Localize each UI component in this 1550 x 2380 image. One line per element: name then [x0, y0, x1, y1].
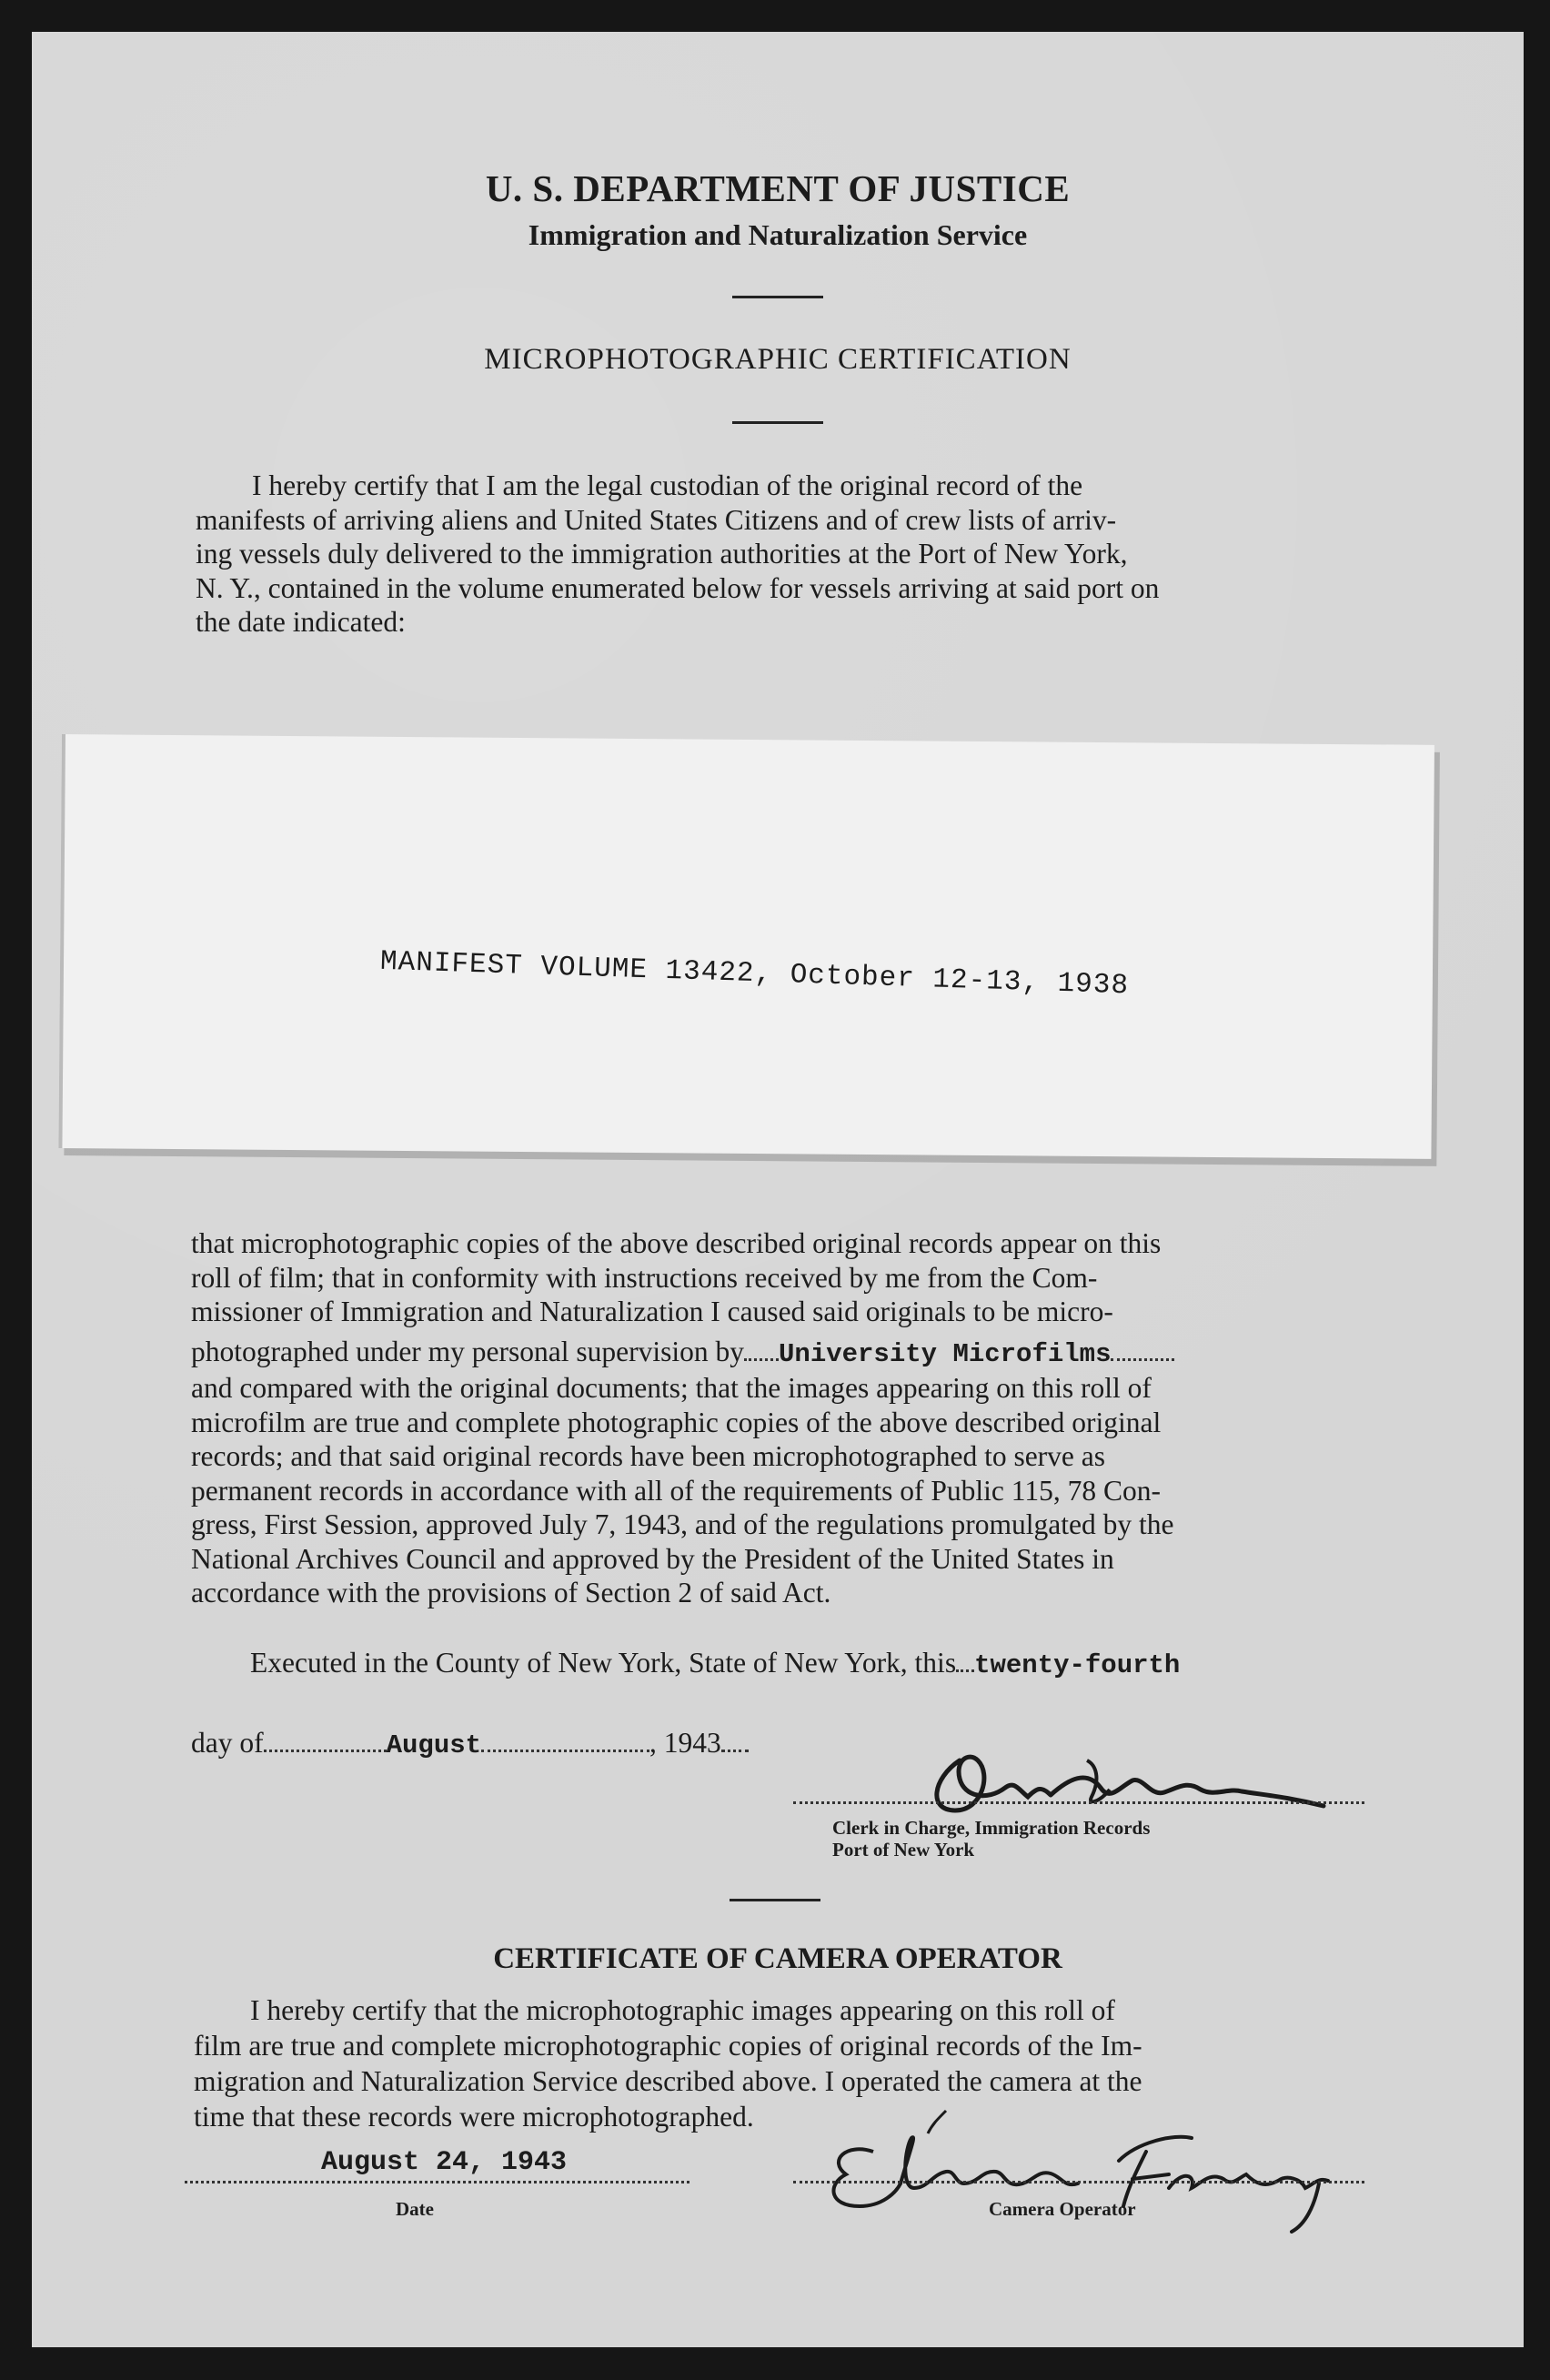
manifest-slip [58, 734, 1434, 1159]
paragraph-line: roll of film; that in conformity with instructions received by me from the Com- [191, 1261, 1098, 1294]
paragraph-line: missioner of Immigration and Naturalization I caused said originals to be micro- [191, 1296, 1113, 1327]
paragraph-line: migration and Naturalization Service described above. I operated the camera at the [194, 2065, 1142, 2097]
paragraph-line: I hereby certify that I am the legal custodian of the original record of the [252, 469, 1083, 501]
dotted-leader [956, 1669, 974, 1672]
paragraph-line: ing vessels duly delivered to the immigration authorities at the Port of New York, [196, 538, 1128, 570]
paragraph-line: records; and that said original records have been microphotographed to serve as [191, 1440, 1106, 1472]
supervision-line [191, 1335, 1397, 1372]
dotted-leader [744, 1358, 779, 1361]
paragraph-line: permanent records in accordance with all of the requirements of Public 115, 78 Con- [191, 1474, 1161, 1507]
paragraph-line: that microphotographic copies of the above described original records appear on this [191, 1227, 1162, 1259]
certification-heading: MICROPHOTOGRAPHIC CERTIFICATION [484, 343, 1072, 376]
clerk-signature-line [793, 1801, 1364, 1804]
clerk-title-line: Clerk in Charge, Immigration Records [832, 1817, 1151, 1839]
execution-day: twenty-fourth [974, 1650, 1181, 1680]
year-prefix: 194 [663, 1727, 708, 1759]
body-paragraph [191, 1226, 1397, 1610]
paragraph-line: and compared with the original documents; that the images appearing on this roll of [191, 1372, 1152, 1404]
paragraph-line: film are true and complete microphotographic copies of original records of the Im- [194, 2030, 1142, 2062]
divider-rule [732, 296, 823, 298]
paragraph-line: I hereby certify that the microphotographic images appearing on this roll of [250, 1994, 1115, 2026]
paragraph-line: National Archives Council and approved by the President of the United States in [191, 1542, 1114, 1575]
paragraph-line: time that these records were microphotographed. [194, 2101, 754, 2133]
year-digit: 3 [707, 1727, 721, 1759]
date-label: Date [396, 2198, 434, 2220]
execution-line [250, 1647, 1180, 1680]
day-of-label: day of [191, 1727, 264, 1759]
dotted-leader [481, 1750, 649, 1752]
paragraph-line: manifests of arriving aliens and United States Citizens and of crew lists of arriv- [196, 503, 1117, 536]
month-line: day of August , 1943 [191, 1727, 749, 1760]
clerk-title-line: Port of New York [832, 1839, 975, 1861]
paragraph-line: accordance with the provisions of Section 2 of said Act. [191, 1577, 831, 1609]
clerk-title [832, 1817, 1150, 1861]
execution-month: August [386, 1730, 482, 1760]
supervisor-value: University Microfilms [779, 1338, 1112, 1369]
camera-operator-label: Camera Operator [989, 2198, 1136, 2220]
paragraph-line: microfilm are true and complete photographic copies of the above described original [191, 1406, 1162, 1438]
camera-date-value: August 24, 1943 [321, 2147, 568, 2178]
paragraph-line: N. Y., contained in the volume enumerated below for vessels arriving at said port on [196, 571, 1160, 604]
dotted-leader [1111, 1358, 1174, 1361]
camera-operator-signature-line [793, 2181, 1364, 2183]
divider-rule [730, 1899, 820, 1901]
dotted-leader [264, 1750, 387, 1752]
department-title: U. S. DEPARTMENT OF JUSTICE [485, 167, 1071, 209]
camera-certificate-heading: CERTIFICATE OF CAMERA OPERATOR [493, 1942, 1062, 1975]
supervision-prefix: photographed under my personal supervision by [191, 1335, 745, 1367]
intro-paragraph [196, 469, 1398, 640]
execution-prefix: Executed in the County of New York, State of New York, this [250, 1647, 957, 1679]
date-line [185, 2181, 689, 2183]
paragraph-line: gress, First Session, approved July 7, 1943, and of the regulations promulgated by the [191, 1508, 1174, 1540]
manifest-volume-text: MANIFEST VOLUME 13422, October 12-13, 1938 [379, 945, 1130, 1003]
divider-rule [732, 421, 823, 424]
service-subtitle: Immigration and Naturalization Service [528, 218, 1028, 251]
dotted-leader [721, 1750, 749, 1752]
certificate-page [32, 32, 1524, 2347]
paragraph-line: the date indicated: [196, 606, 406, 638]
